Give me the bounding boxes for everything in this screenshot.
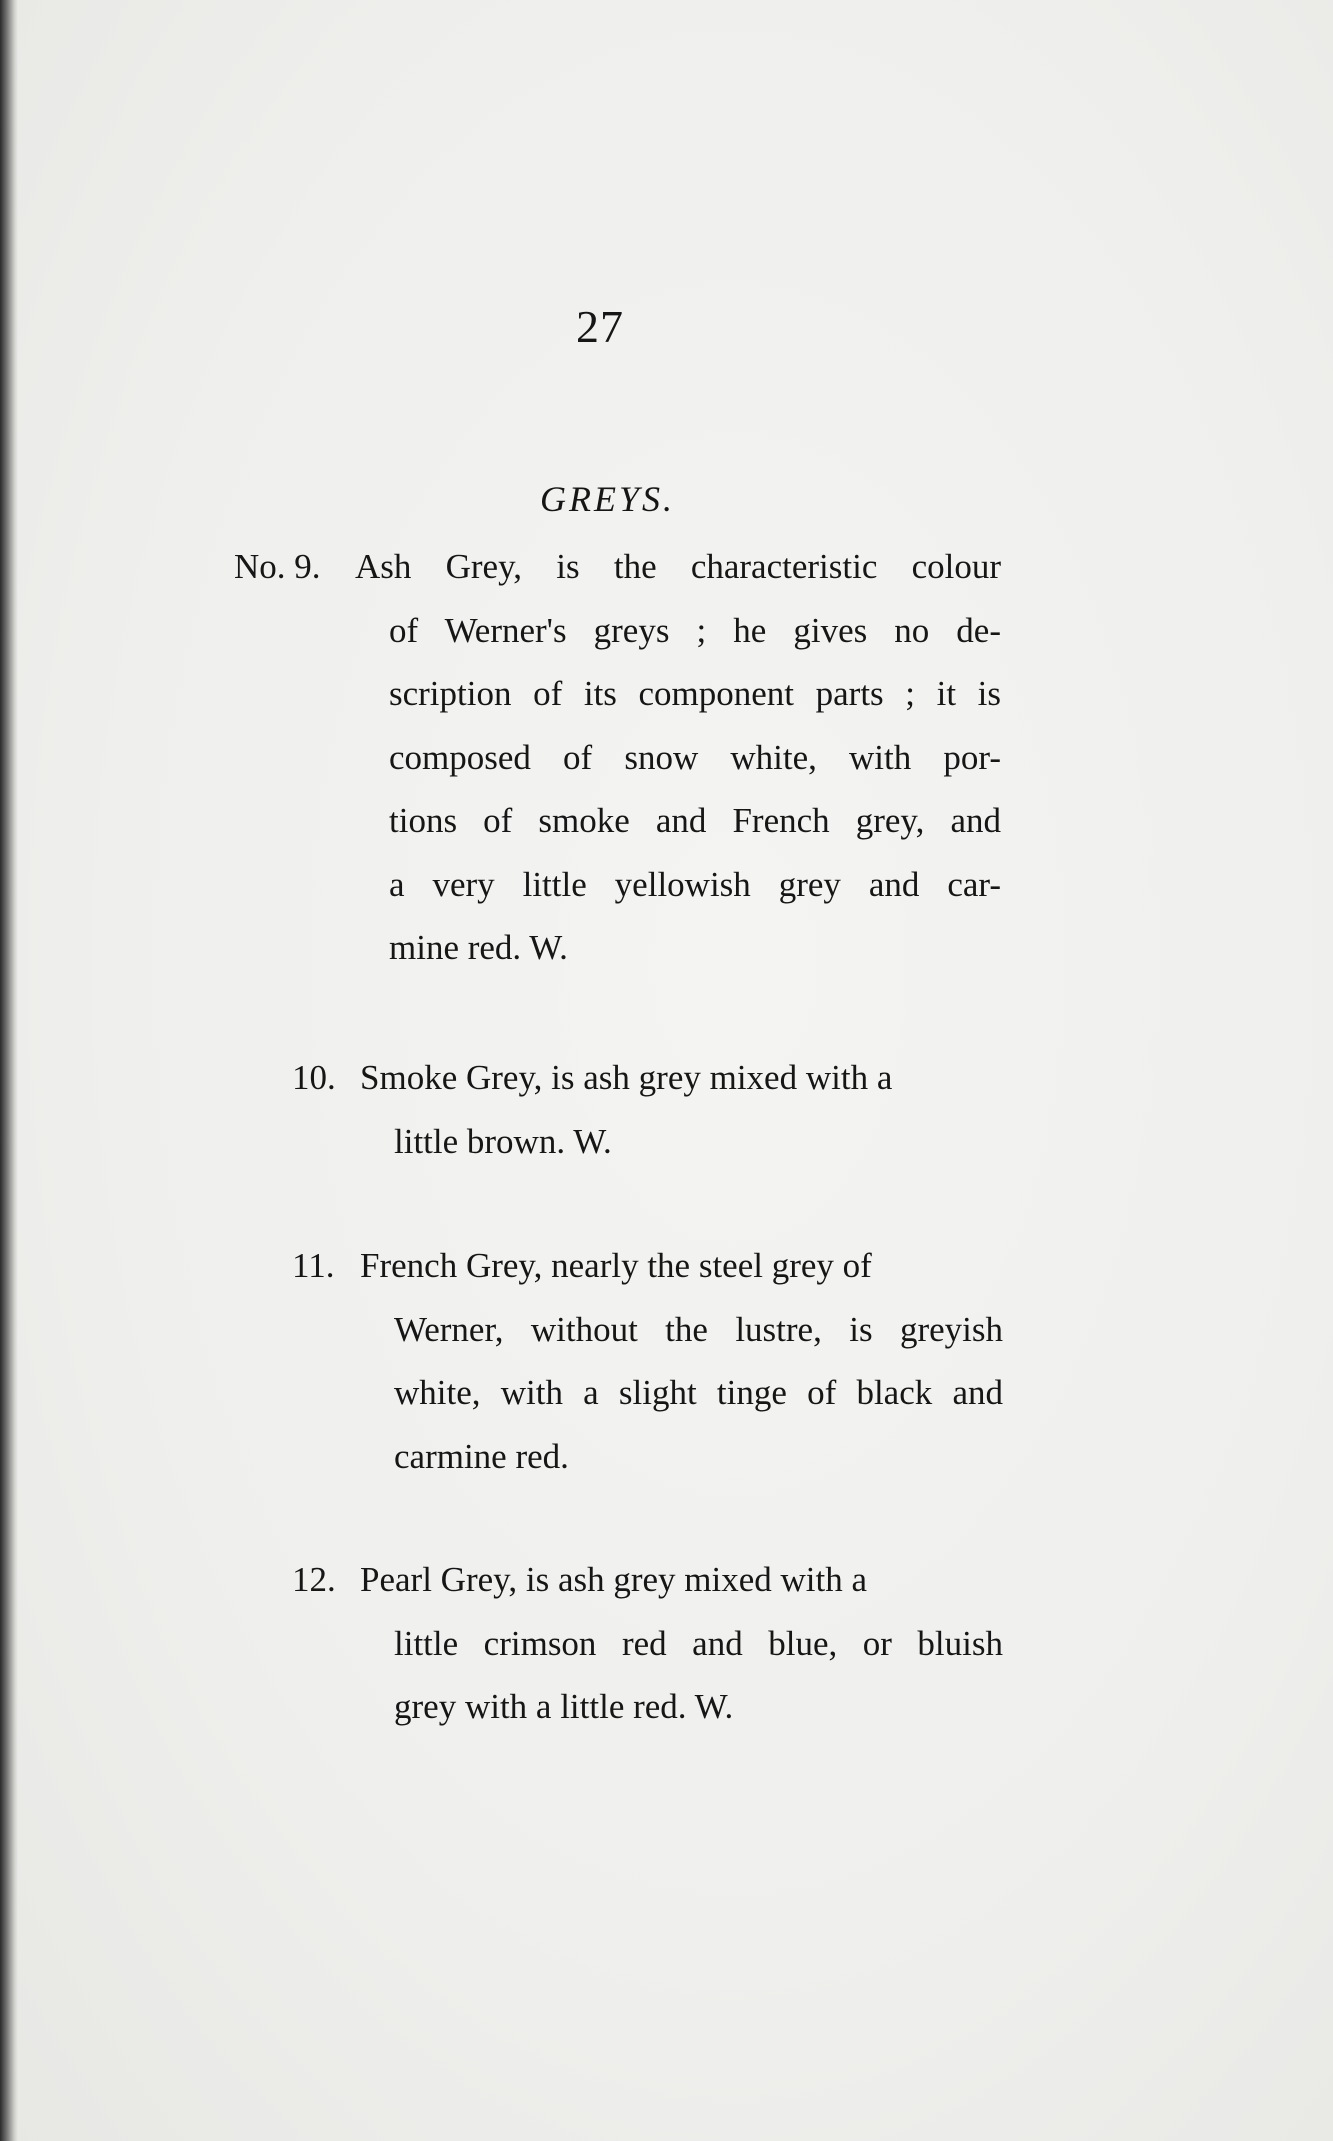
entry-first-line xyxy=(234,535,1001,599)
entry-text-line: Werner, without the lustre, is greyish xyxy=(394,1309,1003,1349)
entry-text-line: carmine red. xyxy=(394,1436,569,1476)
entry-number: 12. xyxy=(292,1560,336,1599)
colour-entry-12 xyxy=(292,1548,1003,1739)
entry-text-line: Pearl Grey, is ash grey mixed with a xyxy=(360,1560,868,1599)
entry-text-line: Smoke Grey, is ash grey mixed with a xyxy=(360,1058,893,1097)
entry-number: 10. xyxy=(292,1058,336,1097)
entry-number: No. 9. xyxy=(234,547,321,586)
entry-text-line: white, with a slight tinge of black and xyxy=(394,1373,1003,1412)
entry-text-line: little crimson red and blue, or bluish xyxy=(394,1623,1003,1663)
section-heading: GREYS. xyxy=(540,479,675,519)
entry-text-line: a very little yellowish grey and car- xyxy=(389,864,1001,904)
entry-text-line: French Grey, nearly the steel grey of xyxy=(360,1246,872,1285)
entry-first-line xyxy=(292,1046,1003,1110)
entry-text-line: composed of snow white, with por- xyxy=(389,737,1001,777)
entry-text-line: Ash Grey, is the characteristic colour xyxy=(355,547,1001,586)
entry-first-line xyxy=(292,1234,1003,1298)
colour-entry-10 xyxy=(292,1046,1003,1173)
entry-text-line: mine red. W. xyxy=(389,928,568,967)
entry-number: 11. xyxy=(292,1246,335,1285)
entry-text-line: little brown. W. xyxy=(394,1121,612,1161)
entry-text-line: tions of smoke and French grey, and xyxy=(389,801,1001,840)
page-number: 27 xyxy=(576,301,624,352)
colour-entry-11 xyxy=(292,1234,1003,1488)
entry-first-line xyxy=(292,1548,1003,1612)
entry-text-line: scription of its component parts ; it is xyxy=(389,674,1001,713)
colour-entry-9 xyxy=(234,535,1001,980)
entry-text-line: grey with a little red. W. xyxy=(394,1687,734,1726)
entry-text-line: of Werner's greys ; he gives no de- xyxy=(389,610,1001,650)
